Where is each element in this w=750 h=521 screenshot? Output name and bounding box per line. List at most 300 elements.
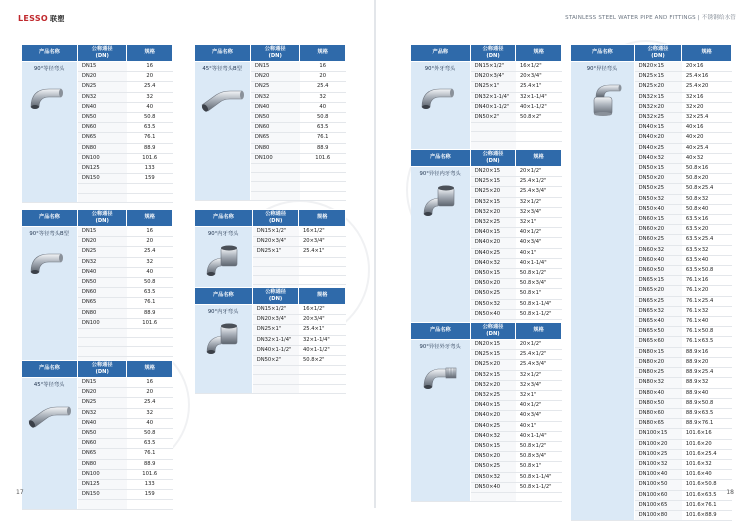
- column-header-dn-line1: 公称通径: [482, 324, 504, 330]
- cell-dn: [250, 191, 300, 200]
- column-header-dn-line1: 公称通径: [482, 46, 504, 52]
- fitting-image: [416, 355, 464, 395]
- cell-dn: DN32×25: [470, 391, 516, 401]
- cell-spec: 76.1: [127, 133, 173, 143]
- cell-spec: 50.8×3/4": [516, 279, 562, 289]
- cell-spec: [300, 173, 346, 182]
- cell-spec: 40×1/2": [516, 228, 562, 238]
- table-row: [22, 378, 173, 388]
- cell-spec: 50.8×25.4: [682, 184, 732, 194]
- cell-dn: DN25×20: [634, 82, 682, 92]
- cell-spec: 40×3/4": [516, 238, 562, 248]
- cell-spec: 40×20: [682, 133, 732, 143]
- product-name: 90°外牙弯头: [424, 66, 456, 72]
- cell-spec: [299, 384, 346, 393]
- cell-dn: DN65×25: [634, 296, 682, 306]
- column-header-name: 产品称: [411, 45, 471, 62]
- cell-spec: 50.8: [127, 429, 173, 439]
- cell-spec: 25.4×16: [682, 72, 732, 82]
- column-header-dn-line2: (DN): [95, 218, 109, 224]
- cell-dn: DN32×20: [470, 207, 516, 217]
- cell-dn: DN60×15: [634, 215, 682, 225]
- cell-dn: DN40×20: [470, 411, 516, 421]
- cell-spec: 50.8: [127, 278, 173, 288]
- cell-spec: 50.8×1/2": [516, 269, 562, 279]
- cell-dn: DN60: [250, 123, 300, 133]
- header-title: STAINLESS STEEL WATER PIPE AND FITTINGS | 不锈钢给水管: [565, 15, 736, 21]
- product-table: [570, 44, 732, 521]
- cell-spec: 32: [127, 92, 173, 102]
- cell-dn: DN40×1-1/2": [470, 102, 516, 112]
- cell-dn: DN100: [77, 318, 127, 328]
- column-header-dn: [77, 361, 127, 378]
- cell-dn: DN100×50: [634, 480, 682, 490]
- cell-dn: DN20×15: [470, 167, 516, 177]
- cell-spec: [299, 275, 346, 284]
- cell-dn: DN25: [77, 247, 127, 257]
- cell-spec: 50.8: [300, 113, 346, 123]
- product-name-cell: [22, 62, 78, 203]
- cell-spec: 40×16: [682, 123, 732, 133]
- cell-dn: DN20: [77, 388, 127, 398]
- column-header-dn-line2: (DN): [95, 369, 109, 375]
- column-header-dn: [77, 210, 127, 227]
- cell-dn: DN25×20: [470, 360, 516, 370]
- column-header-name: 产品名称: [195, 288, 253, 305]
- cell-dn: DN40×32: [634, 153, 682, 163]
- cell-spec: 32×1/2": [516, 370, 562, 380]
- cell-spec: 101.6×50.8: [682, 480, 732, 490]
- cell-spec: [127, 338, 173, 347]
- cell-dn: DN65: [77, 449, 127, 459]
- fitting-image: [416, 77, 464, 117]
- cell-dn: [252, 257, 299, 266]
- cell-spec: 25.4×1": [299, 247, 346, 257]
- table-row: [195, 62, 346, 72]
- cell-dn: DN80×15: [634, 347, 682, 357]
- cell-spec: 25.4×20: [682, 82, 732, 92]
- cell-spec: 20: [300, 72, 346, 82]
- column-header-dn-line1: 公称通径: [265, 211, 287, 217]
- cell-dn: DN25: [77, 398, 127, 408]
- cell-dn: DN50: [77, 278, 127, 288]
- product-name-cell: [195, 305, 253, 394]
- cell-spec: 16×1/2": [299, 305, 346, 315]
- column-header-name: 产品名称: [22, 210, 78, 227]
- cell-dn: DN32×1-1/4": [470, 92, 516, 102]
- table-row: [22, 62, 173, 72]
- table-header-row: [411, 150, 562, 167]
- cell-dn: DN32: [250, 92, 300, 102]
- cell-spec: 101.6×88.9: [682, 510, 732, 520]
- cell-dn: DN50×15: [470, 269, 516, 279]
- cell-dn: DN100×60: [634, 490, 682, 500]
- cell-spec: 20: [127, 237, 173, 247]
- cell-spec: 40×32: [682, 153, 732, 163]
- product-name: 90°异径弯头: [586, 66, 618, 72]
- cell-dn: DN50×40: [470, 482, 516, 492]
- cell-dn: DN20×3/4": [252, 237, 299, 247]
- product-name-cell: [22, 378, 78, 510]
- cell-dn: DN50×15: [470, 442, 516, 452]
- right-page: [376, 0, 750, 518]
- cell-spec: 32×3/4": [516, 380, 562, 390]
- cell-dn: [77, 329, 127, 338]
- cell-spec: 76.1: [300, 133, 346, 143]
- product-name: 90°内牙弯头: [207, 231, 239, 237]
- cell-spec: 76.1×63.5: [682, 337, 732, 347]
- cell-dn: DN32×15: [634, 92, 682, 102]
- cell-dn: DN40×15: [470, 228, 516, 238]
- cell-dn: DN100×80: [634, 510, 682, 520]
- cell-spec: 88.9×20: [682, 357, 732, 367]
- cell-dn: DN60: [77, 439, 127, 449]
- cell-dn: DN50×20: [634, 174, 682, 184]
- cell-spec: 101.6: [127, 318, 173, 328]
- cell-dn: [77, 347, 127, 356]
- cell-spec: 88.9×32: [682, 378, 732, 388]
- column-header-dn-line1: 公称通径: [91, 46, 113, 52]
- cell-spec: 50.8×1-1/4": [516, 299, 562, 309]
- cell-dn: DN40×1-1/2": [252, 345, 299, 355]
- cell-dn: DN100×20: [634, 439, 682, 449]
- cell-dn: DN32×1-1/4": [252, 335, 299, 345]
- cell-dn: DN32×25: [470, 218, 516, 228]
- column-header-dn: [250, 45, 300, 62]
- fitting-image: [25, 393, 73, 433]
- cell-spec: 88.9: [127, 459, 173, 469]
- cell-spec: 32×25.4: [682, 113, 732, 123]
- cell-spec: 63.5×20: [682, 225, 732, 235]
- product-table: [194, 287, 346, 394]
- cell-spec: 25.4: [300, 82, 346, 92]
- cell-spec: 50.8×1-1/2": [516, 309, 562, 319]
- cell-dn: DN80×50: [634, 398, 682, 408]
- cell-dn: DN50×20: [470, 452, 516, 462]
- cell-spec: 63.5×16: [682, 215, 732, 225]
- cell-dn: [77, 193, 127, 202]
- table-row: [195, 227, 346, 237]
- cell-spec: 88.9×16: [682, 347, 732, 357]
- fitting-image: [199, 242, 247, 282]
- cell-dn: DN15: [77, 378, 127, 388]
- cell-spec: [299, 366, 346, 375]
- column-header-dn-line2: (DN): [486, 331, 500, 337]
- column-header-dn-line2: (DN): [95, 53, 109, 59]
- page-number-right: 18: [726, 489, 734, 496]
- column-header-dn: [252, 210, 299, 227]
- table-row: [411, 340, 562, 350]
- cell-dn: DN50×2": [470, 113, 516, 123]
- cell-spec: 20×3/4": [516, 72, 562, 82]
- column-header-name: 产品名称: [411, 150, 471, 167]
- cell-dn: DN40×20: [470, 238, 516, 248]
- cell-spec: 50.8×16: [682, 164, 732, 174]
- cell-spec: 40×25.4: [682, 143, 732, 153]
- cell-dn: DN15×1/2": [252, 227, 299, 237]
- product-name: 90°异径内牙弯头: [419, 171, 461, 177]
- product-name: 90°内牙弯头: [207, 309, 239, 315]
- cell-dn: DN80×32: [634, 378, 682, 388]
- table-header-row: [411, 323, 562, 340]
- cell-spec: [127, 500, 173, 509]
- cell-dn: [470, 132, 516, 141]
- cell-spec: 20×1/2": [516, 167, 562, 177]
- column-header-dn: [252, 288, 299, 305]
- cell-dn: DN50×25: [470, 462, 516, 472]
- cell-spec: 101.6×40: [682, 470, 732, 480]
- cell-spec: 76.1×16: [682, 276, 732, 286]
- cell-spec: 101.6×32: [682, 459, 732, 469]
- column-header-dn-line2: (DN): [486, 53, 500, 59]
- cell-spec: 32×1-1/4": [299, 335, 346, 345]
- cell-dn: DN25×15: [470, 350, 516, 360]
- cell-spec: 20: [127, 388, 173, 398]
- cell-spec: [516, 123, 562, 132]
- cell-spec: 40: [127, 267, 173, 277]
- cell-spec: 76.1×32: [682, 306, 732, 316]
- cell-dn: DN40×25: [470, 421, 516, 431]
- cell-spec: 32×3/4": [516, 207, 562, 217]
- cell-spec: 40×1": [516, 248, 562, 258]
- cell-spec: 32: [127, 257, 173, 267]
- cell-spec: 133: [127, 480, 173, 490]
- cell-dn: DN32×20: [634, 102, 682, 112]
- cell-spec: 88.9×40: [682, 388, 732, 398]
- cell-spec: 159: [127, 174, 173, 184]
- cell-dn: DN40×32: [470, 431, 516, 441]
- column-header-dn: [470, 323, 516, 340]
- cell-dn: DN60×50: [634, 266, 682, 276]
- cell-spec: 20: [127, 72, 173, 82]
- cell-dn: DN65: [77, 298, 127, 308]
- cell-dn: [252, 375, 299, 384]
- cell-dn: DN32: [77, 408, 127, 418]
- cell-dn: DN80×25: [634, 368, 682, 378]
- cell-spec: 25.4×1/2": [516, 350, 562, 360]
- column-header-dn: [470, 150, 516, 167]
- cell-dn: DN50×32: [470, 299, 516, 309]
- column-header-spec: 规格: [299, 210, 346, 227]
- cell-spec: 76.1: [127, 449, 173, 459]
- cell-spec: 101.6×63.5: [682, 490, 732, 500]
- cell-dn: DN40: [77, 267, 127, 277]
- cell-dn: DN50×25: [470, 289, 516, 299]
- cell-spec: 20×1/2": [516, 340, 562, 350]
- product-name-cell: [195, 227, 253, 294]
- cell-dn: [470, 123, 516, 132]
- cell-spec: [516, 493, 562, 502]
- cell-spec: 16: [127, 378, 173, 388]
- cell-spec: 101.6: [300, 153, 346, 163]
- cell-dn: DN40×20: [634, 133, 682, 143]
- cell-dn: DN20×15: [470, 340, 516, 350]
- cell-spec: 32×20: [682, 102, 732, 112]
- cell-dn: DN25×1": [252, 247, 299, 257]
- cell-spec: 76.1×40: [682, 317, 732, 327]
- cell-spec: 32×1": [516, 218, 562, 228]
- cell-spec: 25.4×3/4": [516, 187, 562, 197]
- fitting-image: [416, 182, 464, 222]
- cell-dn: DN25: [250, 82, 300, 92]
- column-header-dn-line1: 公称通径: [91, 362, 113, 368]
- cell-spec: [300, 164, 346, 173]
- cell-dn: DN65×40: [634, 317, 682, 327]
- cell-dn: [252, 366, 299, 375]
- cell-spec: 50.8×20: [682, 174, 732, 184]
- page-number-left: 17: [16, 489, 24, 496]
- cell-spec: 63.5: [127, 439, 173, 449]
- product-name-cell: [195, 62, 251, 201]
- cell-spec: 25.4×3/4": [516, 360, 562, 370]
- cell-dn: DN50×20: [470, 279, 516, 289]
- cell-dn: DN80×20: [634, 357, 682, 367]
- cell-dn: DN32: [77, 257, 127, 267]
- cell-dn: [77, 338, 127, 347]
- table-header-row: [411, 45, 562, 62]
- cell-spec: 76.1×20: [682, 286, 732, 296]
- column-header-spec: 规格: [300, 45, 346, 62]
- cell-spec: 76.1×50.8: [682, 327, 732, 337]
- cell-spec: 40×3/4": [516, 411, 562, 421]
- table-header-row: [195, 45, 346, 62]
- product-table: [410, 322, 562, 502]
- cell-dn: DN80×60: [634, 408, 682, 418]
- cell-dn: DN40×25: [634, 143, 682, 153]
- cell-spec: 50.8×2": [516, 113, 562, 123]
- cell-dn: DN60: [77, 123, 127, 133]
- cell-dn: DN50×25: [634, 184, 682, 194]
- cell-dn: DN65×20: [634, 286, 682, 296]
- cell-dn: DN65×15: [634, 276, 682, 286]
- column-header-spec: 规格: [127, 210, 173, 227]
- column-header-dn-line1: 公称通径: [265, 289, 286, 295]
- cell-dn: DN60: [77, 288, 127, 298]
- product-table: [21, 209, 173, 375]
- cell-spec: 50.8×1-1/2": [516, 482, 562, 492]
- cell-dn: [77, 500, 127, 509]
- cell-dn: DN32×15: [470, 370, 516, 380]
- cell-spec: 40×1-1/2": [516, 102, 562, 112]
- product-name: 90°异径外牙弯头: [419, 344, 461, 350]
- cell-dn: DN100: [77, 469, 127, 479]
- cell-spec: [299, 266, 346, 275]
- column-header-spec: 规格: [127, 45, 173, 62]
- cell-dn: DN80: [77, 143, 127, 153]
- cell-spec: 25.4×1": [299, 325, 346, 335]
- cell-spec: 25.4: [127, 247, 173, 257]
- cell-dn: DN20: [77, 72, 127, 82]
- column-header-spec: 规格: [299, 288, 346, 305]
- cell-dn: DN60×20: [634, 225, 682, 235]
- cell-dn: DN65×32: [634, 306, 682, 316]
- cell-spec: 50.8×2": [299, 356, 346, 366]
- cell-spec: 40×1-1/4": [516, 431, 562, 441]
- cell-spec: [300, 191, 346, 200]
- column-header-name: 产品名称: [22, 361, 78, 378]
- table-row: [22, 227, 173, 237]
- cell-dn: DN80: [250, 143, 300, 153]
- cell-spec: [299, 375, 346, 384]
- cell-dn: DN60×25: [634, 235, 682, 245]
- cell-dn: DN80: [77, 459, 127, 469]
- table-row: [571, 62, 732, 72]
- cell-spec: 63.5×50.8: [682, 266, 732, 276]
- column-header-spec: 规格: [516, 45, 562, 62]
- cell-spec: 25.4×1": [516, 82, 562, 92]
- cell-dn: [250, 173, 300, 182]
- cell-dn: [252, 384, 299, 393]
- table-row: [411, 62, 562, 72]
- column-header-dn-line1: 公称通径: [91, 211, 113, 217]
- fitting-image: [25, 77, 73, 117]
- cell-spec: 88.9: [300, 143, 346, 153]
- cell-dn: DN125: [77, 164, 127, 174]
- cell-spec: 88.9×50.8: [682, 398, 732, 408]
- cell-spec: 50.8×32: [682, 194, 732, 204]
- column-header-dn: [77, 45, 127, 62]
- cell-spec: 76.1: [127, 298, 173, 308]
- column-header-dn-line2: (DN): [268, 296, 283, 302]
- table-header-row: [22, 210, 173, 227]
- cell-dn: DN50: [250, 113, 300, 123]
- column-header-dn: [470, 45, 516, 62]
- column-header-dn-line2: (DN): [486, 158, 500, 164]
- table-header-row: [22, 45, 173, 62]
- cell-spec: 32×1": [516, 391, 562, 401]
- cell-dn: DN25×1": [252, 325, 299, 335]
- cell-dn: DN32×25: [634, 113, 682, 123]
- cell-dn: DN40: [250, 102, 300, 112]
- column-header-name: 产品名称: [22, 45, 78, 62]
- cell-spec: 16: [127, 62, 173, 72]
- cell-dn: DN25×15: [470, 177, 516, 187]
- cell-dn: [252, 266, 299, 275]
- cell-spec: 50.8×1/2": [516, 442, 562, 452]
- cell-dn: DN25×1": [470, 82, 516, 92]
- left-page: [0, 0, 374, 508]
- column-header-name: 产品名称: [411, 323, 471, 340]
- cell-spec: 20×3/4": [299, 315, 346, 325]
- product-table: [410, 149, 562, 348]
- product-name: 45°等径弯头B型: [202, 66, 242, 72]
- cell-spec: 32: [300, 92, 346, 102]
- cell-dn: DN40×15: [634, 123, 682, 133]
- column-header-spec: 规格: [516, 150, 562, 167]
- cell-dn: DN40×32: [470, 258, 516, 268]
- cell-spec: 101.6×25.4: [682, 449, 732, 459]
- cell-spec: 63.5×40: [682, 255, 732, 265]
- cell-dn: DN80: [77, 308, 127, 318]
- cell-dn: DN150: [77, 490, 127, 500]
- cell-spec: 63.5×25.4: [682, 235, 732, 245]
- fitting-image: [199, 320, 247, 360]
- product-table: [194, 209, 346, 294]
- cell-spec: 25.4×1/2": [516, 177, 562, 187]
- column-header-dn-line1: 公称通径: [264, 46, 286, 52]
- cell-spec: 50.8×40: [682, 204, 732, 214]
- cell-spec: 40: [127, 102, 173, 112]
- cell-spec: 20×16: [682, 62, 732, 72]
- cell-spec: 50.8×1-1/4": [516, 472, 562, 482]
- cell-dn: DN50×40: [634, 204, 682, 214]
- cell-dn: DN100: [77, 153, 127, 163]
- cell-dn: DN80×65: [634, 419, 682, 429]
- cell-spec: 32×1-1/4": [516, 92, 562, 102]
- cell-dn: DN25×15: [634, 72, 682, 82]
- cell-spec: 101.6: [127, 469, 173, 479]
- column-header-spec: 规格: [682, 45, 732, 62]
